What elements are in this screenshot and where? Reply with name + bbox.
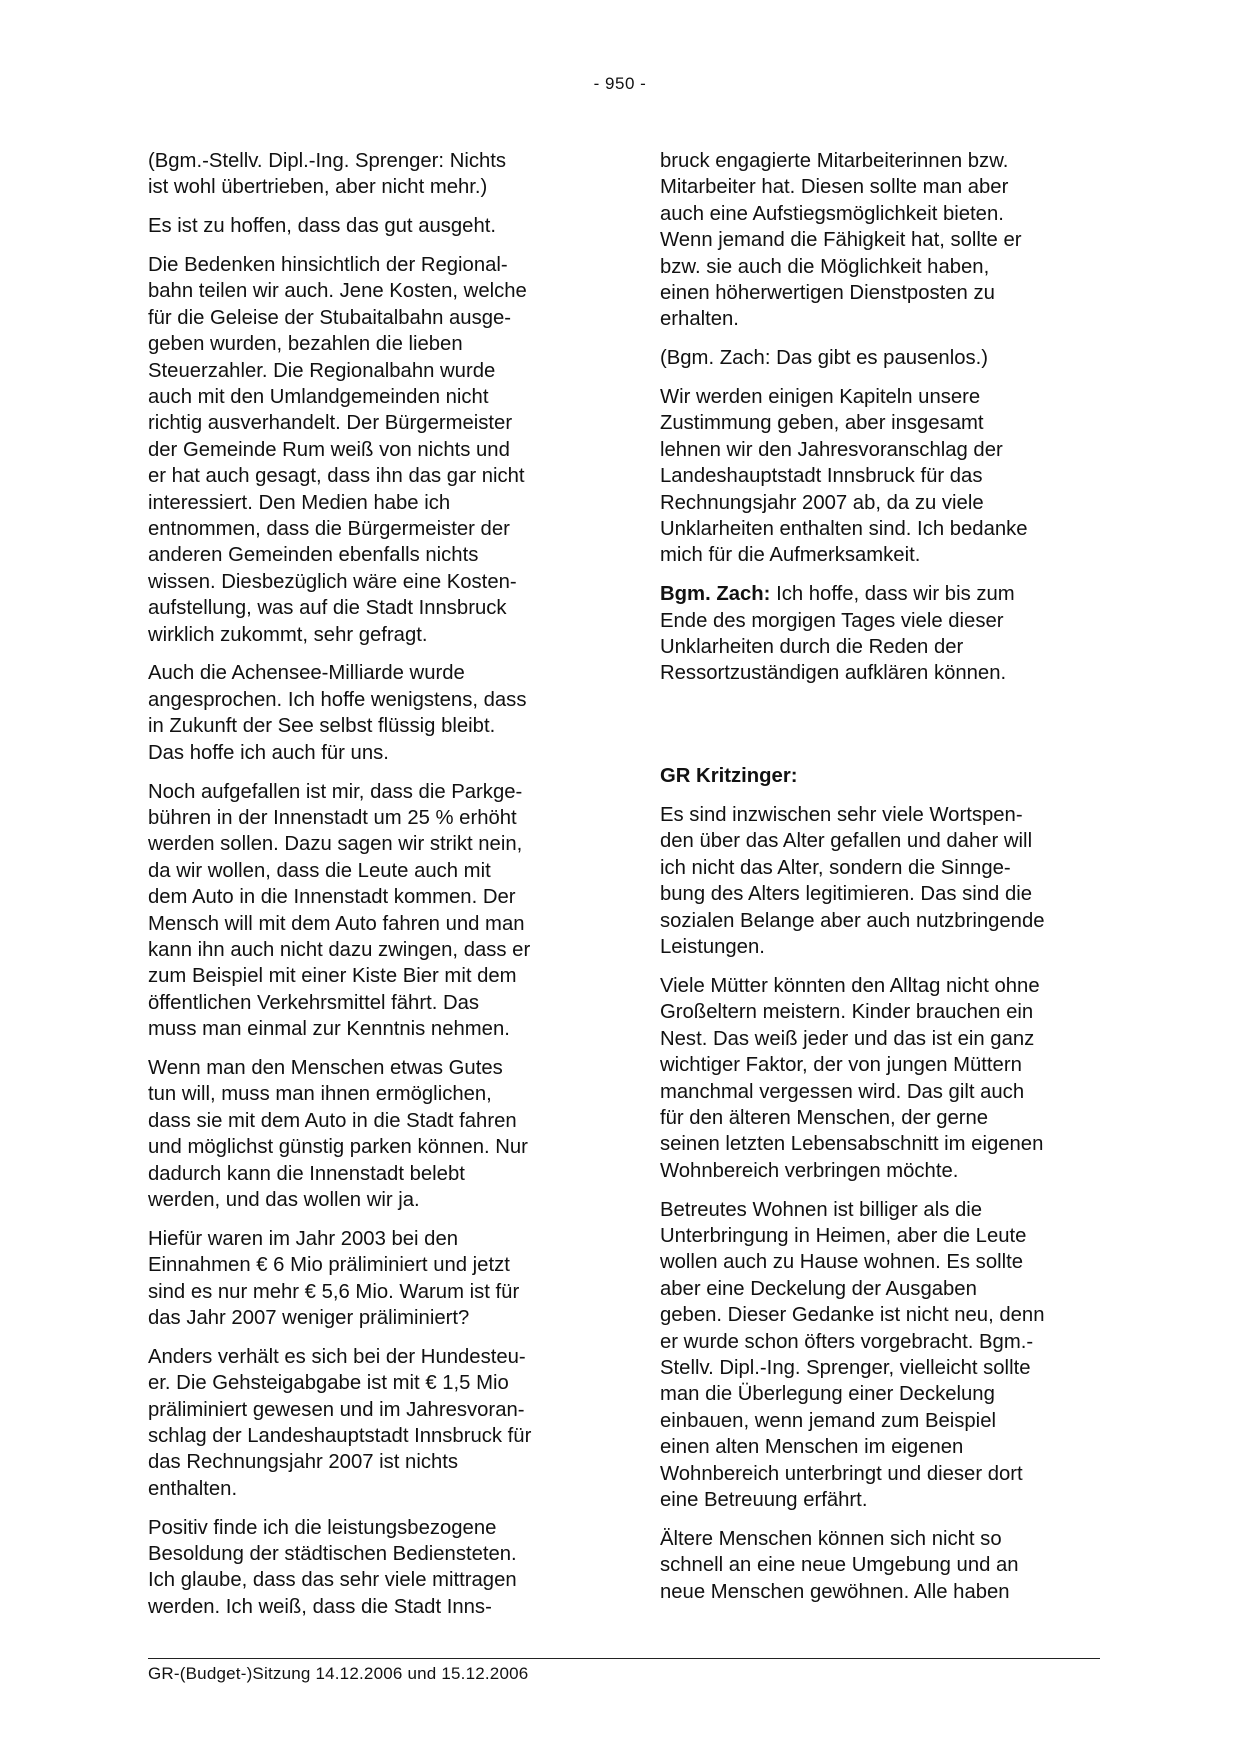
section-gap — [660, 699, 1102, 763]
footer-divider — [148, 1658, 1100, 1659]
paragraph: Positiv finde ich die leistungsbezogene Besoldung der städtischen Bediensteten. Ich glaube, dass das sehr viele mittragen werden. Ich weiß, dass die Stadt Inns- — [148, 1516, 517, 1618]
page-number: - 950 - — [593, 74, 647, 93]
left-column — [148, 148, 590, 1633]
paragraph: Ältere Menschen können sich nicht so schnell an eine neue Umgebung und an neue Menschen gewöhnen. Alle haben — [660, 1527, 1019, 1603]
paragraph: Wenn man den Menschen etwas Gutes tun will, muss man ihnen ermöglichen, dass sie mit dem Auto in die Stadt fahren und möglichst günstig parken können. Nur dadurch kann die Innenstadt belebt werden, und das wollen wir ja. — [148, 1056, 528, 1211]
paragraph: Hiefür waren im Jahr 2003 bei den Einnahmen € 6 Mio präliminiert und jetzt sind es nur mehr € 5,6 Mio. Warum ist für das Jahr 2007 weniger präliminiert? — [148, 1227, 520, 1329]
paragraph: Die Bedenken hinsichtlich der Regional- bahn teilen wir auch. Jene Kosten, welche für die Geleise der Stubaitalbahn ausge- geben wurden, bezahlen die lieben Steuerzahler. Die Regionalbahn wurde auch mit den Umlandgemeinden nicht richtig ausverhandelt. Der Bürgermeister der Gemeinde Rum weiß von nichts und er hat auch gesagt, dass ihn das gar nicht interessiert. Den Medien habe ich entnommen, dass die Bürgermeister der anderen Gemeinden ebenfalls nichts wissen. Diesbezüglich wäre eine Kosten- aufstellung, was auf die Stadt Innsbruck wirklich zukommt, sehr gefragt. — [148, 254, 527, 646]
paragraph: Es ist zu hoffen, dass das gut ausgeht. — [148, 215, 497, 238]
paragraph: Auch die Achensee-Milliarde wurde angesprochen. Ich hoffe wenigstens, dass in Zukunft der See selbst flüssig bleibt. Das hoffe ich auch für uns. — [148, 662, 527, 764]
paragraph: (Bgm. Zach: Das gibt es pausenlos.) — [660, 347, 989, 370]
paragraph: Wir werden einigen Kapiteln unsere Zustimmung geben, aber insgesamt lehnen wir den Jahresvoranschlag der Landeshauptstadt Innsbruck für das Rechnungsjahr 2007 ab, da zu viele Unklarheiten enthalten sind. Ich bedanke mich für die Aufmerksamkeit. — [660, 386, 1028, 567]
speaker-heading: GR Kritzinger: — [660, 765, 798, 788]
paragraph: Es sind inzwischen sehr viele Wortspen- den über das Alter gefallen und daher will ich nicht das Alter, sondern die Sinnge- bung des Alters legitimieren. Das sind die sozialen Belange aber auch nutzbringende Leistungen. — [660, 804, 1045, 959]
paragraph: Anders verhält es sich bei der Hundesteu- er. Die Gehsteigabgabe ist mit € 1,5 Mio präliminiert gewesen und im Jahresvoran- schlag der Landeshauptstadt Innsbruck für das Rechnungsjahr 2007 ist nichts enthalten. — [148, 1345, 532, 1500]
speaker-text: Ich hoffe, dass wir bis zum Ende des morgigen Tages viele dieser Unklarheiten durch die Reden der Ressortzuständigen aufklären können. — [660, 583, 1015, 685]
paragraph: Betreutes Wohnen ist billiger als die Unterbringung in Heimen, aber die Leute wollen auch zu Hause wohnen. Es sollte aber eine Deckelung der Ausgaben geben. Dieser Gedanke ist nicht neu, denn er wurde schon öfters vorgebracht. Bgm.- Stellv. Dipl.-Ing. Sprenger, vielleicht sollte man die Überlegung einer Deckelung einbauen, wenn jemand zum Beispiel einen alten Menschen im eigenen Wohnbereich unterbringt und dieser dort eine Betreuung erfährt. — [660, 1198, 1045, 1512]
paragraph: (Bgm.-Stellv. Dipl.-Ing. Sprenger: Nichts ist wohl übertrieben, aber nicht mehr.) — [148, 150, 507, 199]
paragraph: bruck engagierte Mitarbeiterinnen bzw. Mitarbeiter hat. Diesen sollte man aber auch eine Aufstiegsmöglichkeit bieten. Wenn jemand die Fähigkeit hat, sollte er bzw. sie auch die Möglichkeit haben, einen höherwertigen Dienstposten zu erhalten. — [660, 150, 1022, 331]
paragraph: Noch aufgefallen ist mir, dass die Parkge- bühren in der Innenstadt um 25 % erhöht werden sollen. Dazu sagen wir strikt nein, da wir wollen, dass die Leute auch mit dem Auto in die Innenstadt kommen. Der Mensch will mit dem Auto fahren und man kann ihn auch nicht dazu zwingen, dass er zum Beispiel mit einer Kiste Bier mit dem öffentlichen Verkehrsmittel fährt. Das muss man einmal zur Kenntnis nehmen. — [148, 780, 531, 1041]
footer-text: GR-(Budget-)Sitzung 14.12.2006 und 15.12.2006 — [148, 1664, 529, 1683]
paragraph: Viele Mütter könnten den Alltag nicht ohne Großeltern meistern. Kinder brauchen ein Nest. Das weiß jeder und das ist ein ganz wichtiger Faktor, der von jungen Müttern manchmal vergessen wird. Das gilt auch für den älteren Menschen, der gerne seinen letzten Lebensabschnitt im eigenen Wohnbereich verbringen möchte. — [660, 974, 1044, 1182]
right-column — [660, 148, 1102, 1617]
speaker-paragraph — [660, 581, 1102, 687]
speaker-name: Bgm. Zach: — [660, 583, 771, 606]
